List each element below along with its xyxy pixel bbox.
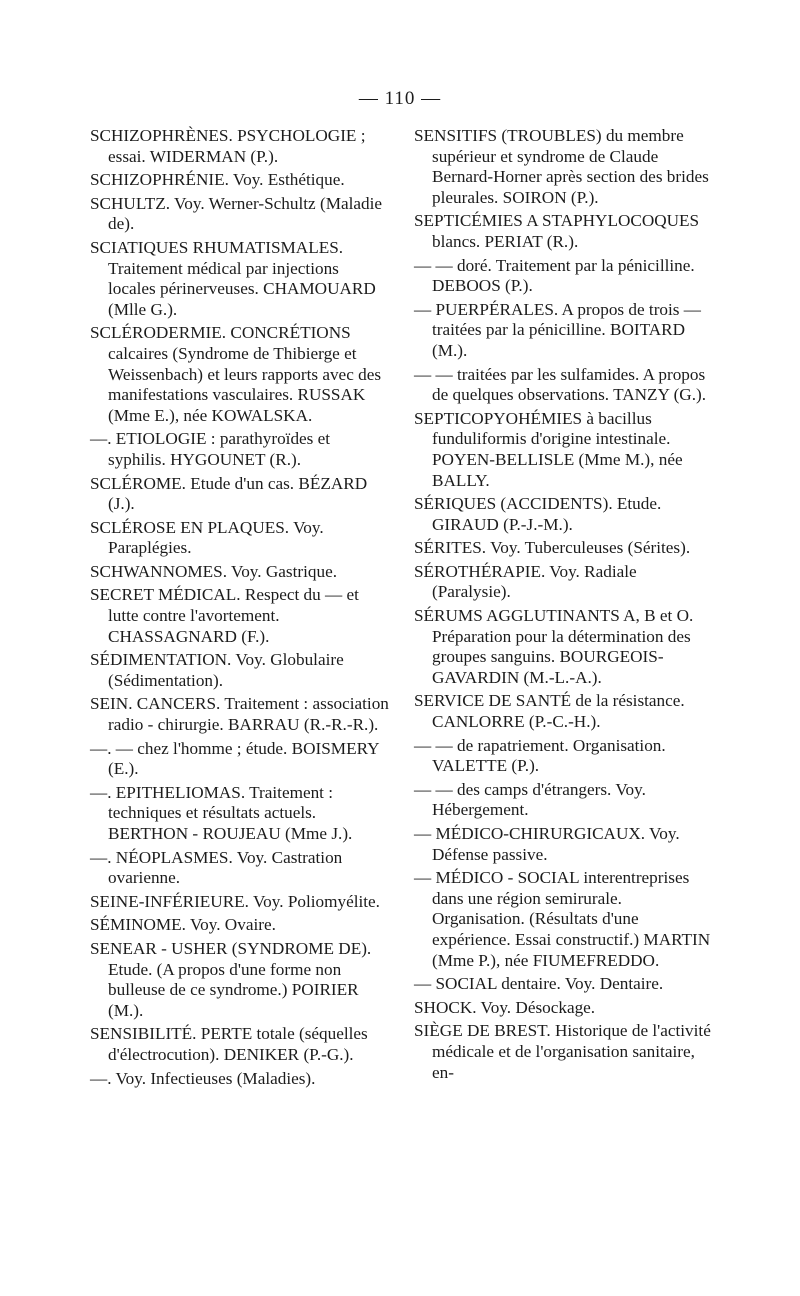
index-entry: —. NÉOPLASMES. Voy. Castration ovarienne. — [90, 847, 343, 888]
index-entry: SÉRIQUES (ACCIDENTS). Etude. GIRAUD (P.-J.-M.). — [414, 494, 662, 534]
index-entry: SÉRUMS AGGLUTINANTS A, B et O. Préparation pour la détermination des groupes sanguins. BOURGEOIS-GAVARDIN (M.-L.-A.). — [414, 606, 694, 687]
index-entry: SÉRITES. Voy. Tuberculeuses (Sérites). — [414, 538, 691, 558]
index-entry: SEPTICÉMIES A STAPHYLOCOQUES blancs. PERIAT (R.). — [414, 211, 700, 251]
index-entry: SIÈGE DE BREST. Historique de l'activité médicale et de l'organisation sanitaire, en- — [414, 1021, 711, 1082]
index-entry: SCLÉROSE EN PLAQUES. Voy. Paraplégies. — [90, 517, 324, 558]
page-number: — 110 — — [358, 88, 442, 109]
index-entry: —. — chez l'homme ; étude. BOISMERY (E.). — [90, 738, 379, 779]
index-entry: SCHULTZ. Voy. Werner-Schultz (Maladie de). — [90, 193, 383, 234]
index-entry: SENEAR - USHER (SYNDROME DE). Etude. (A propos d'une forme non bulleuse de ce syndrome.) POIRIER (M.). — [90, 938, 372, 1020]
index-entry: — — de rapatriement. Organisation. VALETTE (P.). — [414, 735, 666, 776]
index-entry: SÉMINOME. Voy. Ovaire. — [90, 915, 276, 935]
index-entry: SCLÉROME. Etude d'un cas. BÉZARD (J.). — [90, 473, 368, 514]
index-entry: — — des camps d'étrangers. Voy. Hébergement. — [414, 779, 646, 820]
index-entry: —. ETIOLOGIE : parathyroïdes et syphilis. HYGOUNET (R.). — [90, 429, 331, 469]
index-entry: SENSITIFS (TROUBLES) du membre supérieur et syndrome de Claude Bernard-Horner après section des brides pleurales. SOIRON (P.). — [414, 126, 709, 207]
index-entry: SENSIBILITÉ. PERTE totale (séquelles d'électrocution). DENIKER (P.-G.). — [90, 1024, 368, 1064]
index-entry: — — doré. Traitement par la pénicilline. DEBOOS (P.). — [414, 255, 695, 296]
index-entry: — MÉDICO - SOCIAL interentreprises dans une région semirurale. Organisation. (Résultats d'une expérience. Essai constructif.) MARTIN (Mme P.), née FIUMEFREDDO. — [414, 868, 711, 970]
index-entry: SÉROTHÉRAPIE. Voy. Radiale (Paralysie). — [414, 561, 637, 602]
index-entry: — — traitées par les sulfamides. A propos de quelques observations. TANZY (G.). — [414, 364, 707, 405]
index-entry: SERVICE DE SANTÉ de la résistance. CANLORRE (P.-C.-H.). — [414, 691, 685, 732]
index-entry: SCLÉRODERMIE. CONCRÉTIONS calcaires (Syndrome de Thibierge et Weissenbach) et leurs rapports avec des manifestations vasculaires. RUSSAK (Mme E.), née KOWALSKA. — [90, 323, 382, 425]
left-column — [90, 126, 390, 1092]
index-entry: — PUERPÉRALES. A propos de trois — traitées par la pénicilline. BOITARD (M.). — [414, 299, 701, 360]
index-entry: — MÉDICO-CHIRURGICAUX. Voy. Défense passive. — [414, 824, 680, 864]
index-entry: SCIATIQUES RHUMATISMALES. Traitement médical par injections locales périnerveuses. CHAMOUARD (Mlle G.). — [90, 237, 376, 319]
index-entry: SCHIZOPHRÈNES. PSYCHOLOGIE ; essai. WIDERMAN (P.). — [90, 126, 366, 166]
index-entry: SEPTICOPYOHÉMIES à bacillus funduliformis d'origine intestinale. POYEN-BELLISLE (Mme M.), née BALLY. — [414, 408, 683, 490]
right-column — [414, 126, 714, 1086]
index-entry: SHOCK. Voy. Désockage. — [414, 997, 596, 1017]
index-entry: —. Voy. Infectieuses (Maladies). — [90, 1068, 316, 1088]
index-entry: —. EPITHELIOMAS. Traitement : techniques et résultats actuels. BERTHON - ROUJEAU (Mme J.). — [90, 782, 353, 843]
index-entry: SÉDIMENTATION. Voy. Globulaire (Sédimentation). — [90, 650, 344, 690]
index-entry: SCHWANNOMES. Voy. Gastrique. — [90, 561, 337, 581]
index-entry: SCHIZOPHRÉNIE. Voy. Esthétique. — [90, 170, 345, 190]
index-entry: SEIN. CANCERS. Traitement : association radio - chirurgie. BARRAU (R.-R.-R.). — [90, 694, 389, 735]
index-entry: SECRET MÉDICAL. Respect du — et lutte contre l'avortement. CHASSAGNARD (F.). — [90, 585, 359, 646]
index-entry: — SOCIAL dentaire. Voy. Dentaire. — [414, 974, 664, 994]
index-entry: SEINE-INFÉRIEURE. Voy. Poliomyélite. — [90, 891, 380, 911]
